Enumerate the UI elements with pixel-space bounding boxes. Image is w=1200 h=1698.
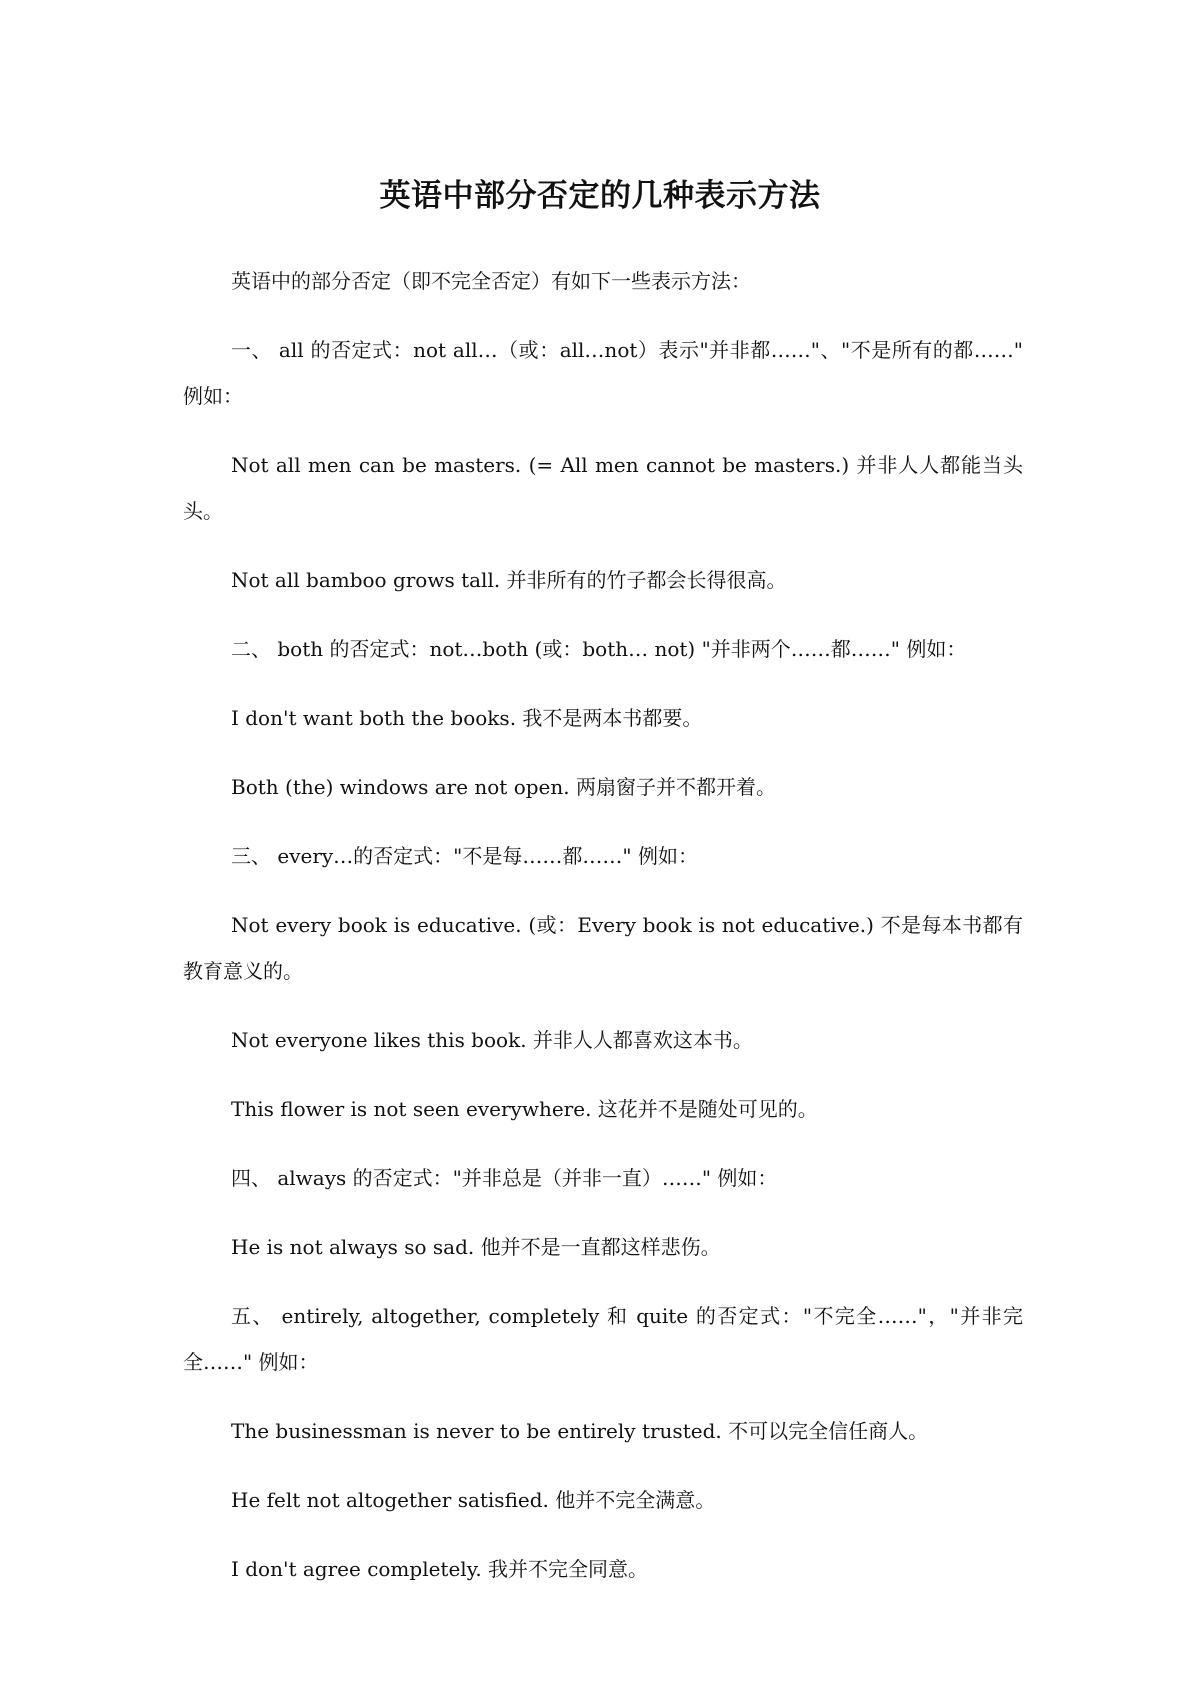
example-sentence: Not all bamboo grows tall. 并非所有的竹子都会长得很高。 — [231, 568, 787, 592]
document-title: 英语中部分否定的几种表示方法 — [379, 178, 821, 214]
example-sentence: This flower is not seen everywhere. 这花并不是随处可见的。 — [231, 1097, 818, 1121]
example-sentence: Not every book is educative. (或：Every book is not educative.) 不是每本书都有教育意义的。 — [183, 913, 1023, 983]
example-sentence: He is not always so sad. 他并不是一直都这样悲伤。 — [231, 1235, 721, 1259]
example-sentence: Not everyone likes this book. 并非人人都喜欢这本书。 — [231, 1028, 753, 1052]
section-heading-all: 一、 all 的否定式：not all…（或：all…not）表示"并非都……"、"不是所有的都……" 例如： — [183, 338, 1023, 408]
document-body — [183, 258, 1023, 1615]
section-heading-both: 二、 both 的否定式：not…both (或：both… not) "并非两个……都……" 例如： — [231, 637, 967, 661]
section-heading-every: 三、 every…的否定式："不是每……都……" 例如： — [231, 844, 698, 868]
section-heading-always: 四、 always 的否定式："并非总是（并非一直）……" 例如： — [231, 1166, 778, 1190]
section-heading-entirely: 五、 entirely, altogether, completely 和 quite 的否定式："不完全……"，"并非完全……" 例如： — [183, 1304, 1023, 1374]
example-sentence: Both (the) windows are not open. 两扇窗子并不都开着。 — [231, 775, 776, 799]
example-sentence: I don't want both the books. 我不是两本书都要。 — [231, 706, 703, 730]
example-sentence: I don't agree completely. 我并不完全同意。 — [231, 1557, 649, 1581]
example-sentence: He felt not altogether satisfied. 他并不完全满意。 — [231, 1488, 716, 1512]
intro-paragraph: 英语中的部分否定（即不完全否定）有如下一些表示方法： — [231, 269, 751, 293]
example-sentence: The businessman is never to be entirely trusted. 不可以完全信任商人。 — [231, 1419, 929, 1443]
example-sentence: Not all men can be masters. (= All men cannot be masters.) 并非人人都能当头头。 — [183, 453, 1023, 523]
